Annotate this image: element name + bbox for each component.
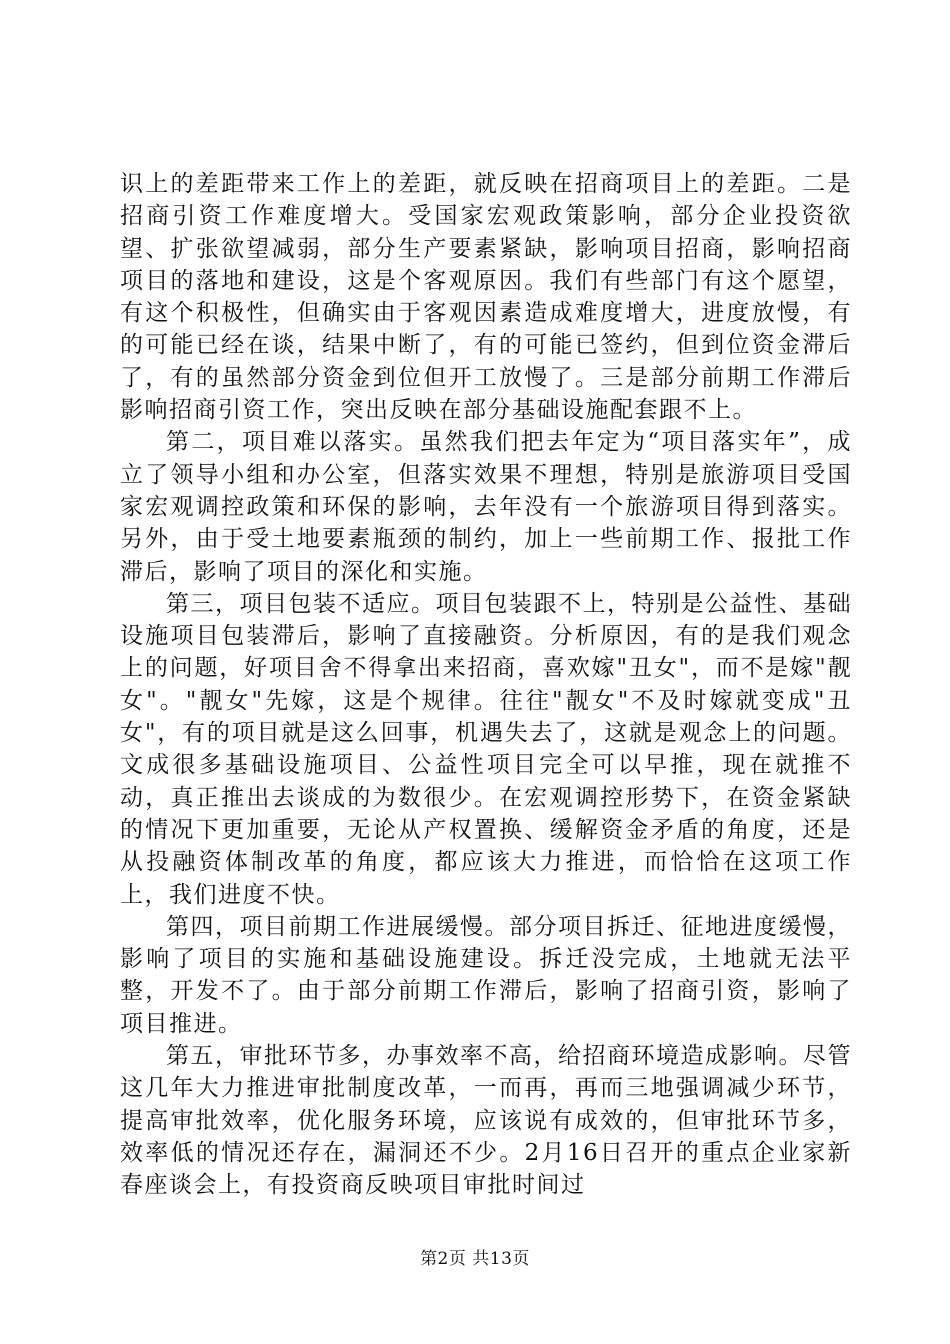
document-body [120,168,852,1202]
paragraph-3: 第三，项目包装不适应。项目包装跟不上，特别是公益性、基础设施项目包装滞后，影响了直接融资。分析原因，有的是我们观念上的问题，好项目舍不得拿出来招商，喜欢嫁"丑女"，而不是嫁"靓女"。"靓女"先嫁，这是个规律。往往"靓女"不及时嫁就变成"丑女"，有的项目就是这么回事，机遇失去了，这就是观念上的问题。文成很多基础设施项目、公益性项目完全可以早推，现在就推不动，真正推出去谈成的为数很少。在宏观调控形势下，在资金紧缺的情况下更加重要，无论从产权置换、缓解资金矛盾的角度，还是从投融资体制改革的角度，都应该大力推进，而恰恰在这项工作上，我们进度不快。 [120,590,852,908]
paragraph-1: 识上的差距带来工作上的差距，就反映在招商项目上的差距。二是招商引资工作难度增大。受国家宏观政策影响，部分企业投资欲望、扩张欲望减弱，部分生产要素紧缺，影响项目招商，影响招商项目的落地和建设，这是个客观原因。我们有些部门有这个愿望，有这个积极性，但确实由于客观因素造成难度增大，进度放慢，有的可能已经在谈，结果中断了，有的可能已签约，但到位资金滞后了，有的虽然部分资金到位但开工放慢了。三是部分前期工作滞后影响招商引资工作，突出反映在部分基础设施配套跟不上。 [120,171,852,424]
paragraph-5: 第五，审批环节多，办事效率不高，给招商环境造成影响。尽管这几年大力推进审批制度改革，一而再，再而三地强调减少环节，提高审批效率，优化服务环境，应该说有成效的，但审批环节多，效率低的情况还存在，漏洞还不少。2月16日召开的重点企业家新春座谈会上，有投资商反映项目审批时间过 [120,1043,852,1199]
page-number-label: 第2页 共13页 [420,1249,530,1269]
paragraph-2: 第二，项目难以落实。虽然我们把去年定为“项目落实年”，成立了领导小组和办公室，但落实效果不理想，特别是旅游项目受国家宏观调控政策和环保的影响，去年没有一个旅游项目得到落实。另外，由于受土地要素瓶颈的制约，加上一些前期工作、报批工作滞后，影响了项目的深化和实施。 [120,429,852,585]
page-footer [0,1244,950,1269]
paragraph-4: 第四，项目前期工作进展缓慢。部分项目拆迁、征地进度缓慢，影响了项目的实施和基础设施建设。拆迁没完成，土地就无法平整，开发不了。由于部分前期工作滞后，影响了招商引资，影响了项目推进。 [120,913,852,1037]
